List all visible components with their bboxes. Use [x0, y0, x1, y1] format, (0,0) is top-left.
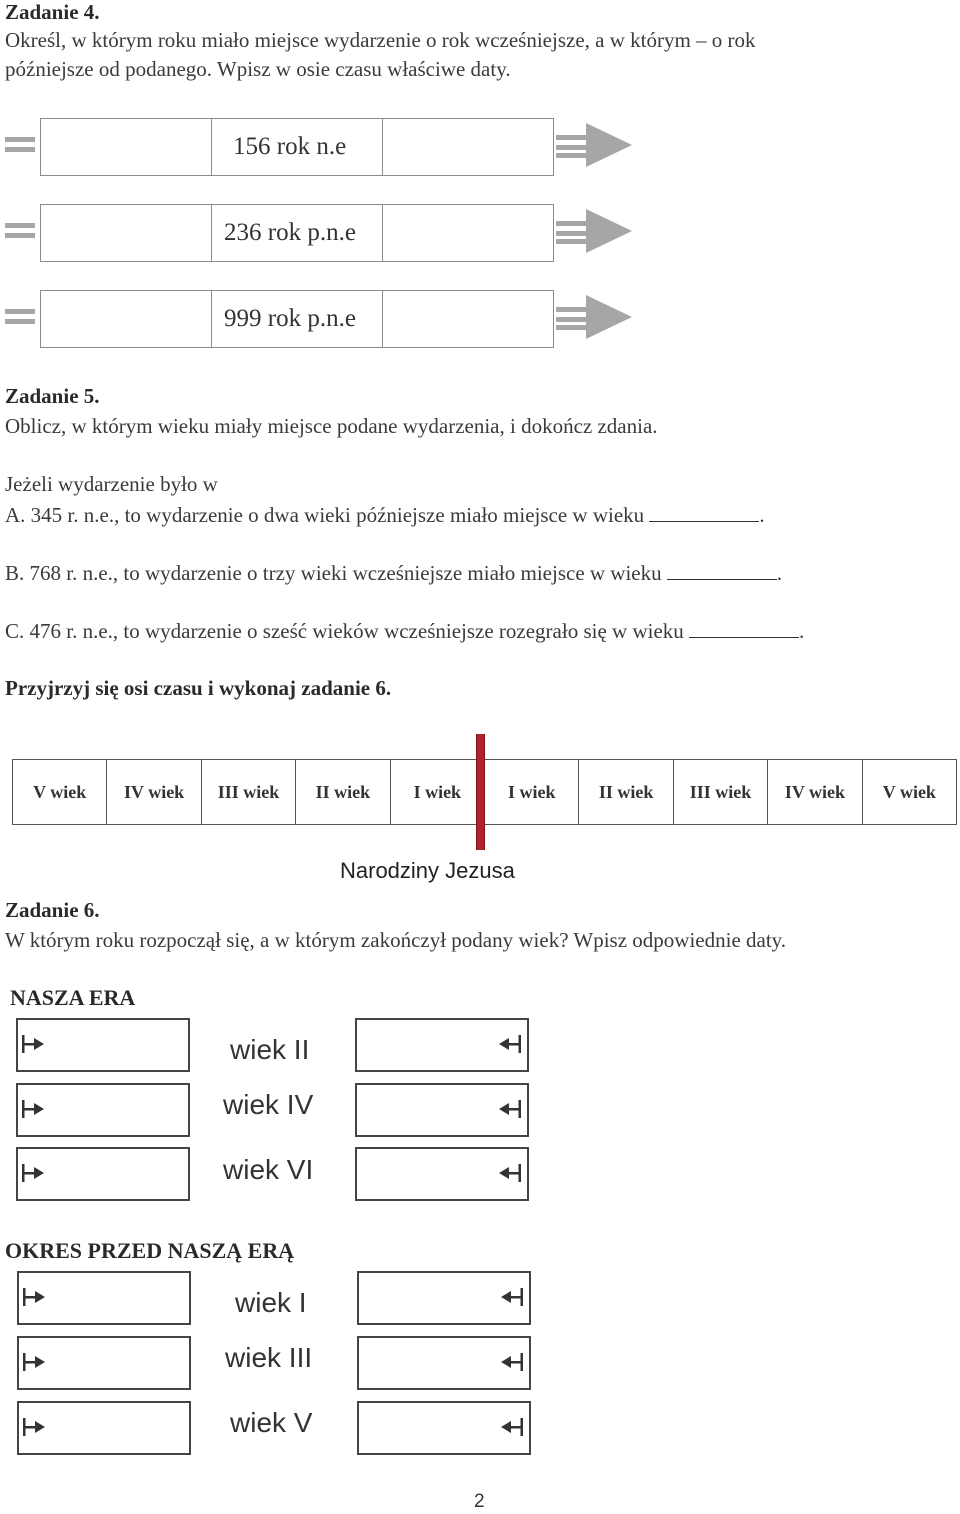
equals-icon	[5, 223, 35, 239]
arrow-right-icon	[23, 1418, 47, 1436]
arrow-right-icon	[22, 1035, 46, 1053]
task5-intro: Jeżeli wydarzenie było w	[5, 472, 218, 496]
arrow-right-icon	[22, 1100, 46, 1118]
year-after-input[interactable]	[382, 290, 554, 348]
task5-item-c	[5, 617, 804, 644]
arrow-right-icon	[556, 295, 636, 341]
given-year-label: 236 rok p.n.e	[224, 219, 356, 246]
year-after-input[interactable]	[382, 204, 554, 262]
arrow-left-icon	[497, 1164, 521, 1182]
century-end-input[interactable]	[355, 1147, 529, 1201]
century-start-input[interactable]	[16, 1018, 190, 1072]
century-end-input[interactable]	[355, 1018, 529, 1072]
arrow-right-icon	[22, 1164, 46, 1182]
timeline-prompt: Przyjrzyj się osi czasu i wykonaj zadanie 6.	[5, 676, 392, 700]
arrow-left-icon	[497, 1035, 521, 1053]
century-end-input[interactable]	[357, 1336, 531, 1390]
birth-of-jesus-label: Narodziny Jezusa	[340, 858, 515, 883]
arrow-left-icon	[499, 1418, 523, 1436]
arrow-right-icon	[23, 1353, 47, 1371]
year-before-input[interactable]	[40, 204, 212, 262]
task5-heading: Zadanie 5.	[5, 384, 100, 408]
century-label: wiek IV	[223, 1089, 314, 1120]
timeline-cell: II wiek	[296, 760, 390, 824]
arrow-right-icon	[556, 209, 636, 255]
century-start-input[interactable]	[16, 1147, 190, 1201]
arrow-right-icon	[23, 1288, 47, 1306]
task6-heading: Zadanie 6.	[5, 898, 100, 922]
section-nasza-era: NASZA ERA	[10, 985, 136, 1010]
timeline-cell: V wiek	[882, 781, 936, 802]
given-year-label: 999 rok p.n.e	[224, 305, 356, 332]
task6-instruction: W którym roku rozpoczął się, a w którym zakończył podany wiek? Wpisz odpowiednie daty.	[5, 928, 787, 952]
century-start-input[interactable]	[17, 1401, 191, 1455]
century-label: wiek V	[230, 1407, 313, 1438]
arrow-left-icon	[499, 1288, 523, 1306]
task4-heading: Zadanie 4.	[5, 0, 100, 24]
given-year-label: 156 rok n.e	[233, 133, 347, 160]
task5-instruction: Oblicz, w którym wieku miały miejsce podane wydarzenia, i dokończ zdania.	[5, 414, 658, 438]
arrow-right-icon	[556, 123, 636, 169]
task5-item-a	[5, 501, 765, 528]
task5-item-b	[5, 559, 782, 586]
equals-icon	[5, 309, 35, 325]
task5-item-c-text: C. 476 r. n.e., to wydarzenie o sześć wieków wcześniejsze rozegrało się w wieku	[5, 619, 684, 643]
year-before-input[interactable]	[40, 118, 212, 176]
century-label: wiek II	[230, 1034, 310, 1065]
century-end-input[interactable]	[357, 1401, 531, 1455]
task5-item-b-text: B. 768 r. n.e., to wydarzenie o trzy wieki wcześniejsze miało miejsce w wieku	[5, 561, 662, 585]
task5-item-a-text: A. 345 r. n.e., to wydarzenie o dwa wieki późniejsze miało miejsce w wieku	[5, 503, 645, 527]
timeline-cell: II wiek	[579, 760, 673, 824]
task4-instruction-line2: późniejsze od podanego. Wpisz w osie czasu właściwe daty.	[5, 57, 511, 81]
century-end-input[interactable]	[355, 1083, 529, 1137]
century-start-input[interactable]	[17, 1271, 191, 1325]
timeline-cell: V wiek	[13, 760, 107, 824]
year-before-input[interactable]	[40, 290, 212, 348]
page-number: 2	[474, 1491, 485, 1512]
answer-blank[interactable]	[649, 501, 759, 522]
timeline-cell: III wiek	[202, 760, 296, 824]
answer-blank[interactable]	[667, 559, 777, 580]
section-przed-nasza-era: OKRES PRZED NASZĄ ERĄ	[5, 1238, 295, 1263]
period: .	[776, 561, 783, 585]
timeline-cell: III wiek	[674, 760, 768, 824]
century-end-input[interactable]	[357, 1271, 531, 1325]
timeline-cell: IV wiek	[107, 760, 201, 824]
century-start-input[interactable]	[16, 1083, 190, 1137]
period: .	[759, 503, 765, 527]
timeline-cell: I wiek	[391, 760, 485, 824]
year-after-input[interactable]	[382, 118, 554, 176]
century-label: wiek III	[225, 1342, 313, 1373]
timeline-cell: I wiek	[485, 760, 579, 824]
century-label: wiek VI	[223, 1154, 314, 1185]
period: .	[799, 619, 805, 643]
century-start-input[interactable]	[17, 1336, 191, 1390]
century-label: wiek I	[235, 1287, 307, 1318]
timeline-cell: IV wiek	[768, 760, 862, 824]
answer-blank[interactable]	[689, 617, 799, 638]
task4-instruction-line1: Określ, w którym roku miało miejsce wydarzenie o rok wcześniejsze, a w którym – o rok	[5, 28, 756, 52]
birth-of-jesus-marker	[476, 734, 485, 850]
arrow-left-icon	[497, 1100, 521, 1118]
equals-icon	[5, 137, 35, 153]
arrow-left-icon	[499, 1353, 523, 1371]
